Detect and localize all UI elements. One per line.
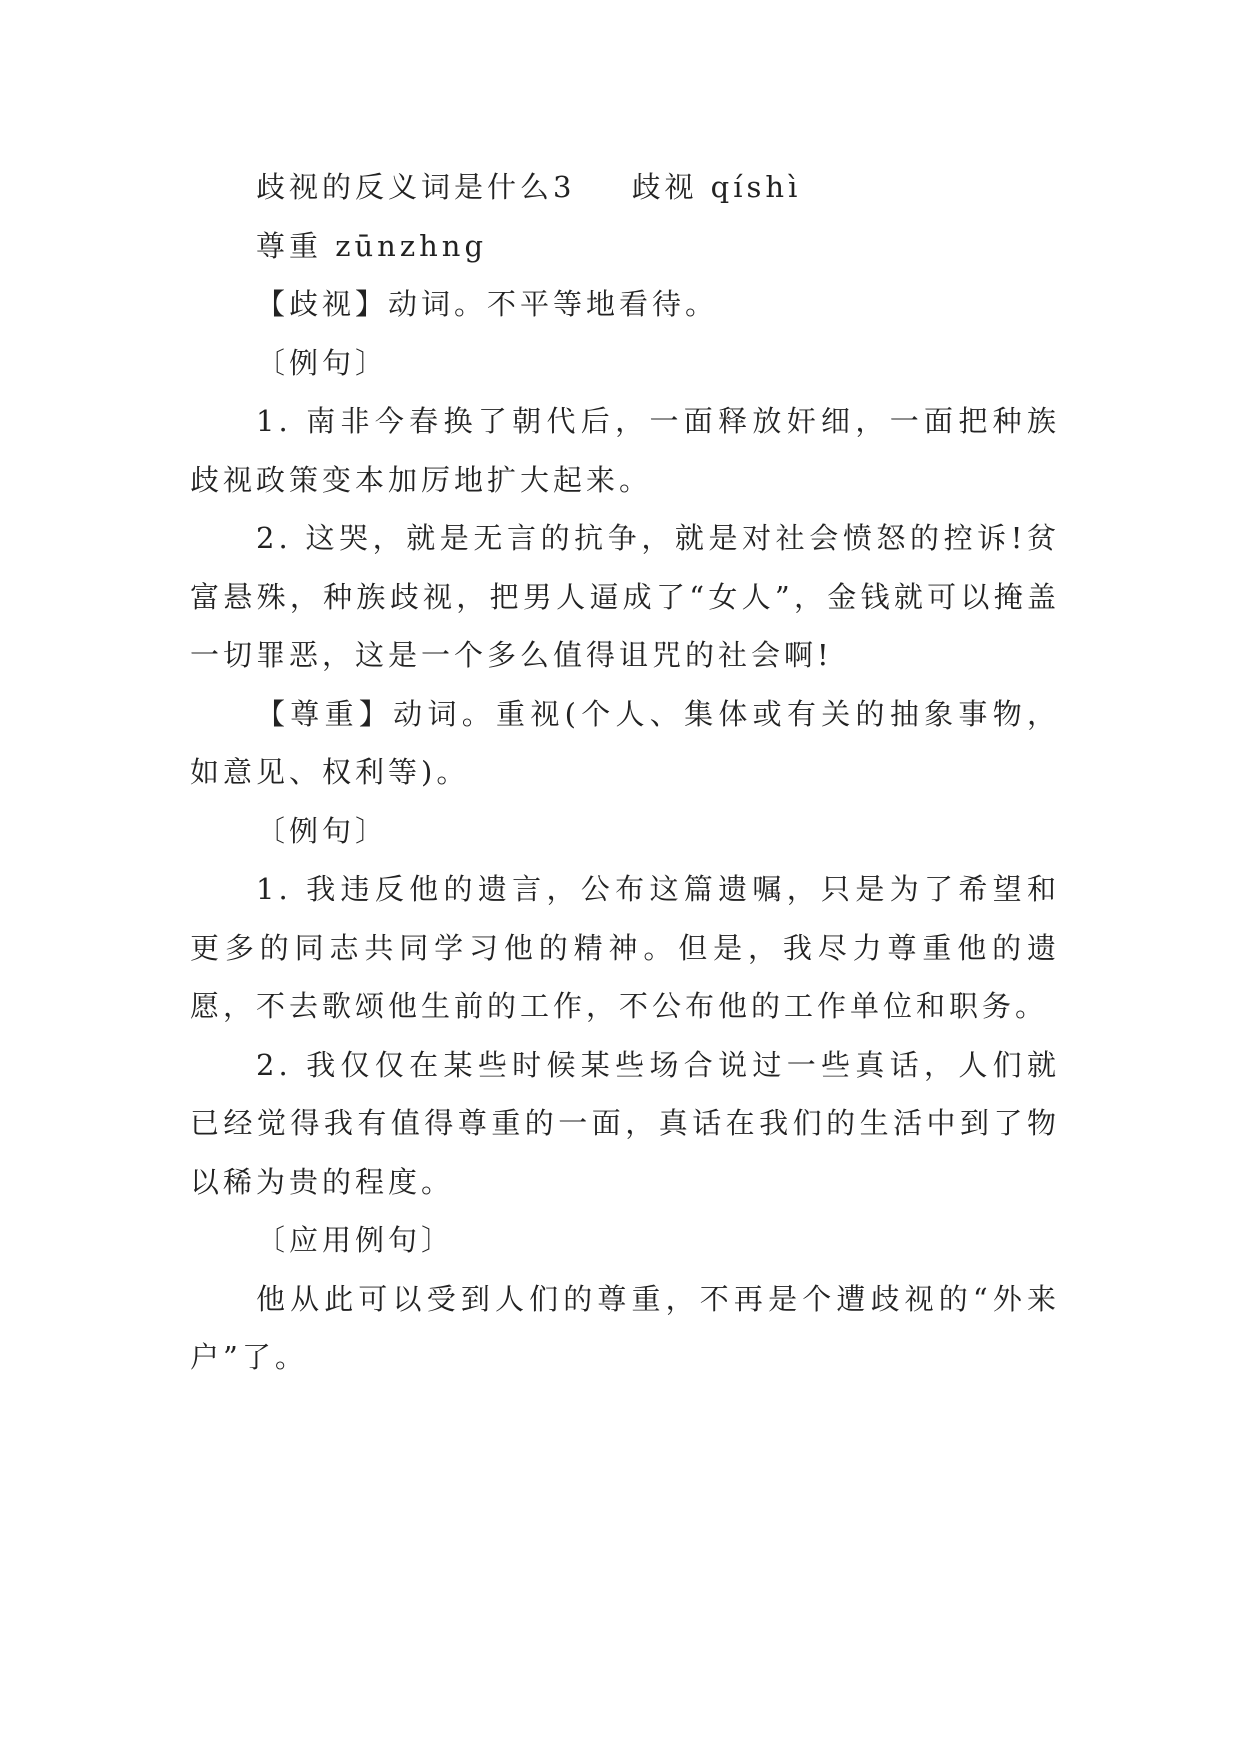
document-title: 歧视的反义词是什么3: [256, 170, 576, 204]
application-label: 〔应用例句〕: [256, 1223, 455, 1257]
example-label: 〔例句〕: [256, 813, 389, 848]
example-sentence: 1. 南非今春换了朝代后，一面释放奸细，一面把种族歧视政策变本加厉地扩大起来。: [190, 404, 1060, 497]
heading-line: [190, 158, 1060, 217]
word-antonym-2: 尊重 zūnzhng: [256, 228, 488, 263]
definition-zunzhong: 【尊重】动词。重视(个人、集体或有关的抽象事物，如意见、权利等)。: [190, 696, 1060, 789]
document-body: [190, 158, 1060, 1387]
example-sentence: 1. 我违反他的遗言，公布这篇遗嘱，只是为了希望和更多的同志共同学习他的精神。但是，我尽力尊重他的遗愿，不去歌颂他生前的工作，不公布他的工作单位和职务。: [190, 872, 1060, 1023]
example-sentence: 2. 我仅仅在某些时候某些场合说过一些真话，人们就已经觉得我有值得尊重的一面，真话在我们的生活中到了物以稀为贵的程度。: [190, 1047, 1060, 1199]
application-sentence: 他从此可以受到人们的尊重，不再是个遭歧视的“外来户”了。: [190, 1281, 1060, 1374]
definition-qishi: 【歧视】动词。不平等地看待。: [256, 287, 719, 321]
example-label: 〔例句〕: [256, 345, 389, 380]
example-sentence: 2. 这哭，就是无言的抗争，就是对社会愤怒的控诉!贫富悬殊，种族歧视，把男人逼成了“女人”，金钱就可以掩盖一切罪恶，这是一个多么值得诅咒的社会啊!: [190, 521, 1060, 672]
word-antonym-1: 歧视 qíshì: [631, 170, 802, 204]
